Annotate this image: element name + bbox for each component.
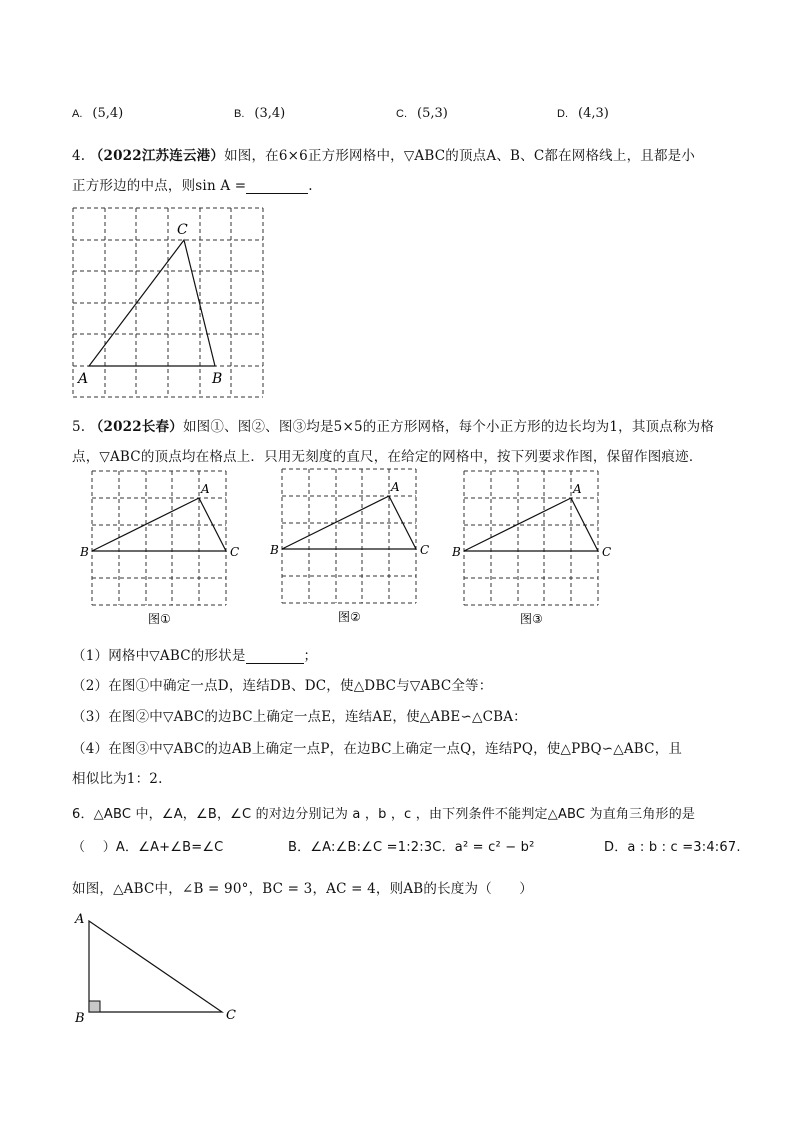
q6-line1: 6．△ABC 中，∠A，∠B，∠C 的对边分别记为 a ，b ，c ，由下列条件不能判定△ABC 为直角三角形的是: [72, 807, 696, 822]
q4-line2: [72, 174, 313, 194]
q4-label-b: B: [212, 371, 223, 387]
q4-label-a: A: [78, 371, 89, 387]
q5-fig2-label-c: C: [420, 543, 430, 557]
q4-source: （2022江苏连云港）: [89, 148, 225, 164]
q5-fig2-caption: 图②: [338, 610, 361, 624]
option-key: B.: [234, 108, 245, 120]
q7-label-a: A: [75, 912, 85, 927]
q5-sub4-line2: 相似比为1：2.: [72, 771, 163, 787]
option-value: (5,3): [417, 106, 448, 121]
q5-source: （2022长春）: [89, 419, 183, 435]
q5-sub1: [72, 644, 317, 664]
q6-option-d[interactable]: D．a : b : c =3:4:67.: [604, 840, 741, 855]
q4-label-c: C: [177, 222, 188, 238]
q5-sub1-blank[interactable]: [246, 650, 304, 664]
q5-sub1-end: ；: [303, 648, 318, 664]
q5-fig1-caption: 图①: [148, 612, 171, 626]
q5-fig2-label-b: B: [270, 543, 279, 557]
option-c[interactable]: [396, 106, 448, 121]
q5-figure-3: [452, 465, 622, 630]
q5-sub4-line1: （4）在图③中▽ABC的边AB上确定一点P，在边BC上确定一点Q，连结PQ，使△PBQ∽△ABC，且: [72, 741, 683, 757]
q5-fig1-label-a: A: [201, 482, 210, 496]
option-d[interactable]: [557, 106, 609, 121]
q4-figure: [60, 200, 280, 405]
option-value: (4,3): [578, 106, 609, 121]
q5-line2: 点，▽ABC的顶点均在格点上．只用无刻度的直尺，在给定的网格中，按下列要求作图，保留作图痕迹．: [72, 449, 703, 465]
q7-text: 如图，△ABC中，∠B = 90°，BC = 3，AC = 4，则AB的长度为（ ）: [72, 881, 534, 897]
option-value: (5,4): [92, 106, 124, 121]
q7-figure: [70, 905, 250, 1030]
q7-label-b: B: [75, 1011, 85, 1026]
q5-text1: 如图①、图②、图③均是5×5的正方形网格，每个小正方形的边长均为1，其顶点称为格: [182, 419, 715, 435]
option-key: D.: [557, 108, 568, 120]
option-a[interactable]: [72, 106, 123, 121]
q5-fig1-label-c: C: [230, 545, 240, 559]
q5-figure-1: [80, 465, 245, 630]
q4-text1: 如图，在6×6正方形网格中，▽ABC的顶点A、B、C都在网格线上，且都是小: [224, 148, 696, 164]
q4-text2: 正方形边的中点，则sin A =: [72, 178, 247, 194]
q5-sub3: （3）在图②中▽ABC的边BC上确定一点E，连结AE，使△ABE∽△CBA：: [72, 709, 527, 725]
q4-number: 4.: [72, 148, 86, 164]
q4-line1: [72, 144, 695, 164]
q5-fig3-label-b: B: [452, 545, 461, 559]
q5-number: 5.: [72, 419, 86, 435]
option-key: A.: [72, 108, 83, 120]
q5-figure-2: [270, 463, 440, 628]
q4-grid: [73, 208, 263, 397]
q5-sub2: （2）在图①中确定一点D，连结DB、DC，使△DBC与▽ABC全等：: [72, 678, 493, 694]
q5-fig2-label-a: A: [391, 480, 400, 494]
q4-answer-blank[interactable]: [246, 180, 308, 194]
option-value: (3,4): [254, 106, 286, 121]
q7-triangle: [89, 921, 222, 1012]
q6-option-a[interactable]: （ ）A．∠A+∠B=∠C: [72, 840, 224, 855]
option-b[interactable]: [234, 106, 285, 121]
q5-fig3-label-a: A: [573, 482, 582, 496]
q4-period: .: [308, 178, 313, 194]
q7-label-c: C: [226, 1008, 236, 1023]
q6-option-bc[interactable]: B．∠A:∠B:∠C =1:2:3C．a² = c² − b²: [288, 840, 535, 855]
q5-line1: [72, 415, 714, 435]
option-key: C.: [396, 108, 407, 120]
q5-fig3-caption: 图③: [520, 612, 543, 626]
q5-fig3-label-c: C: [602, 545, 612, 559]
q7-right-angle-mark: [89, 1001, 100, 1012]
q5-sub1-text: （1）网格中▽ABC的形状是: [72, 648, 246, 664]
q5-fig1-label-b: B: [80, 545, 89, 559]
